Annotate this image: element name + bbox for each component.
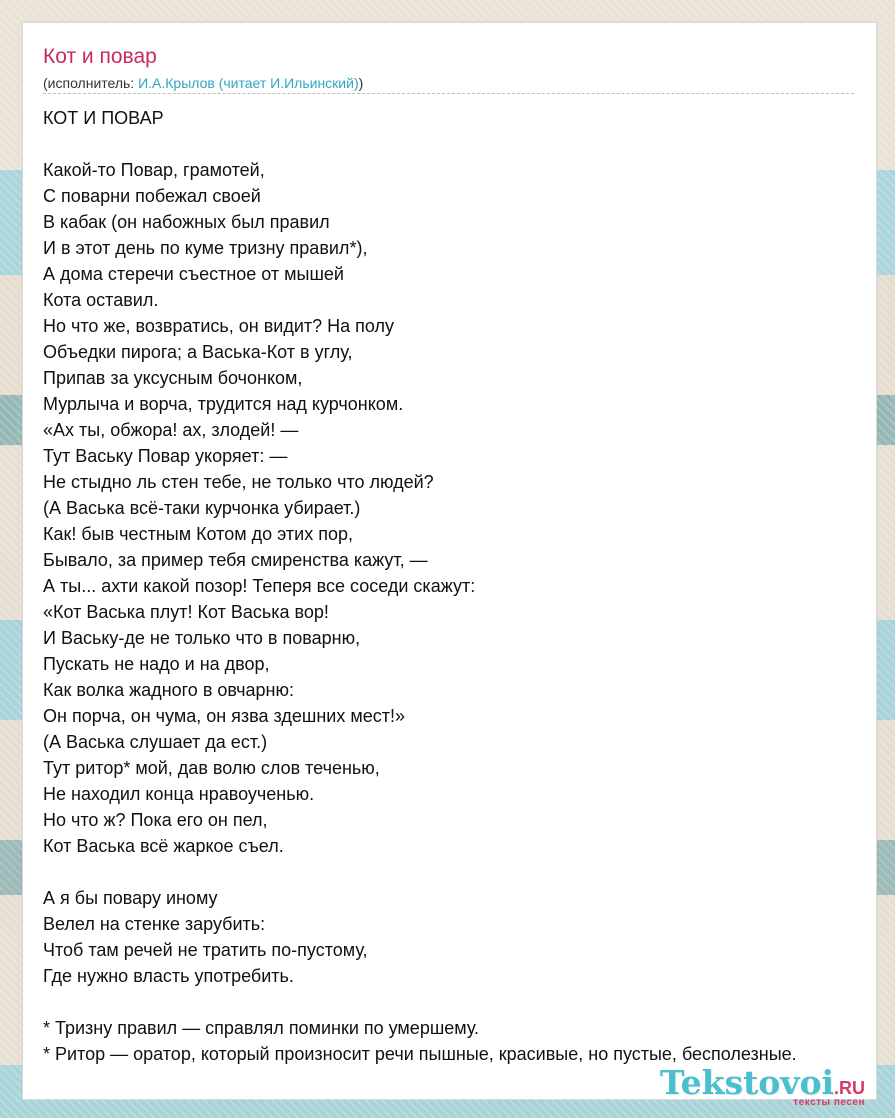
artist-line <box>43 74 363 92</box>
lyrics-card <box>22 22 877 1100</box>
artist-suffix: ) <box>358 75 364 91</box>
artist-prefix: (исполнитель: <box>43 75 139 91</box>
watermark-tagline: тексты песен <box>793 1097 865 1108</box>
song-title: Кот и повар <box>43 45 157 68</box>
artist-link[interactable]: И.А.Крылов (читает И.Ильинский) <box>138 75 359 91</box>
lyrics-text: КОТ И ПОВАР Какой-то Повар, грамотей, С поварни побежал своей В кабак (он набожных был правил И в этот день по куме тризну правил*), А дома стеречи съестное от мышей Кота оставил. Но что же, возвратись, он видит? На полу Объедки пирога; а Васька-Кот в углу, Припав за уксусным бочонком, Мурлыча и ворча, трудится над курчонком. «Ах ты, обжора! ах, злодей! — Тут Ваську Повар укоряет: — Не стыдно ль стен тебе, не только что людей? (А Васька всё-таки курчонка убирает.) Как! быв честным Котом до этих пор, Бывало, за пример тебя смиренства кажут, — А ты... ахти какой позор! Теперя все соседи скажут: «Кот Васька плут! Кот Васька вор! И Ваську-де не только что в поварню, Пускать не надо и на двор, Как волка жадного в овчарню: Он порча, он чума, он язва здешних мест!» (А Васька слушает да ест.) Тут ритор* мой, дав волю слов теченью, Не находил конца нравоученью. Но что ж? Пока его он пел, Кот Васька всё жаркое съел. А я бы повару иному Велел на стенке зарубить: Чтоб там речей не тратить по-пустому, Где нужно власть употребить. * Тризну правил — справлял поминки по умершему. * Ритор — оратор, который произносит речи пышные, красивые, но пустые, бесполезные. <box>43 108 797 1064</box>
watermark-tld: .RU <box>834 1078 865 1098</box>
title-divider <box>43 93 854 94</box>
site-watermark <box>659 1063 865 1108</box>
watermark-brand: Tekstovoi <box>659 1063 834 1102</box>
